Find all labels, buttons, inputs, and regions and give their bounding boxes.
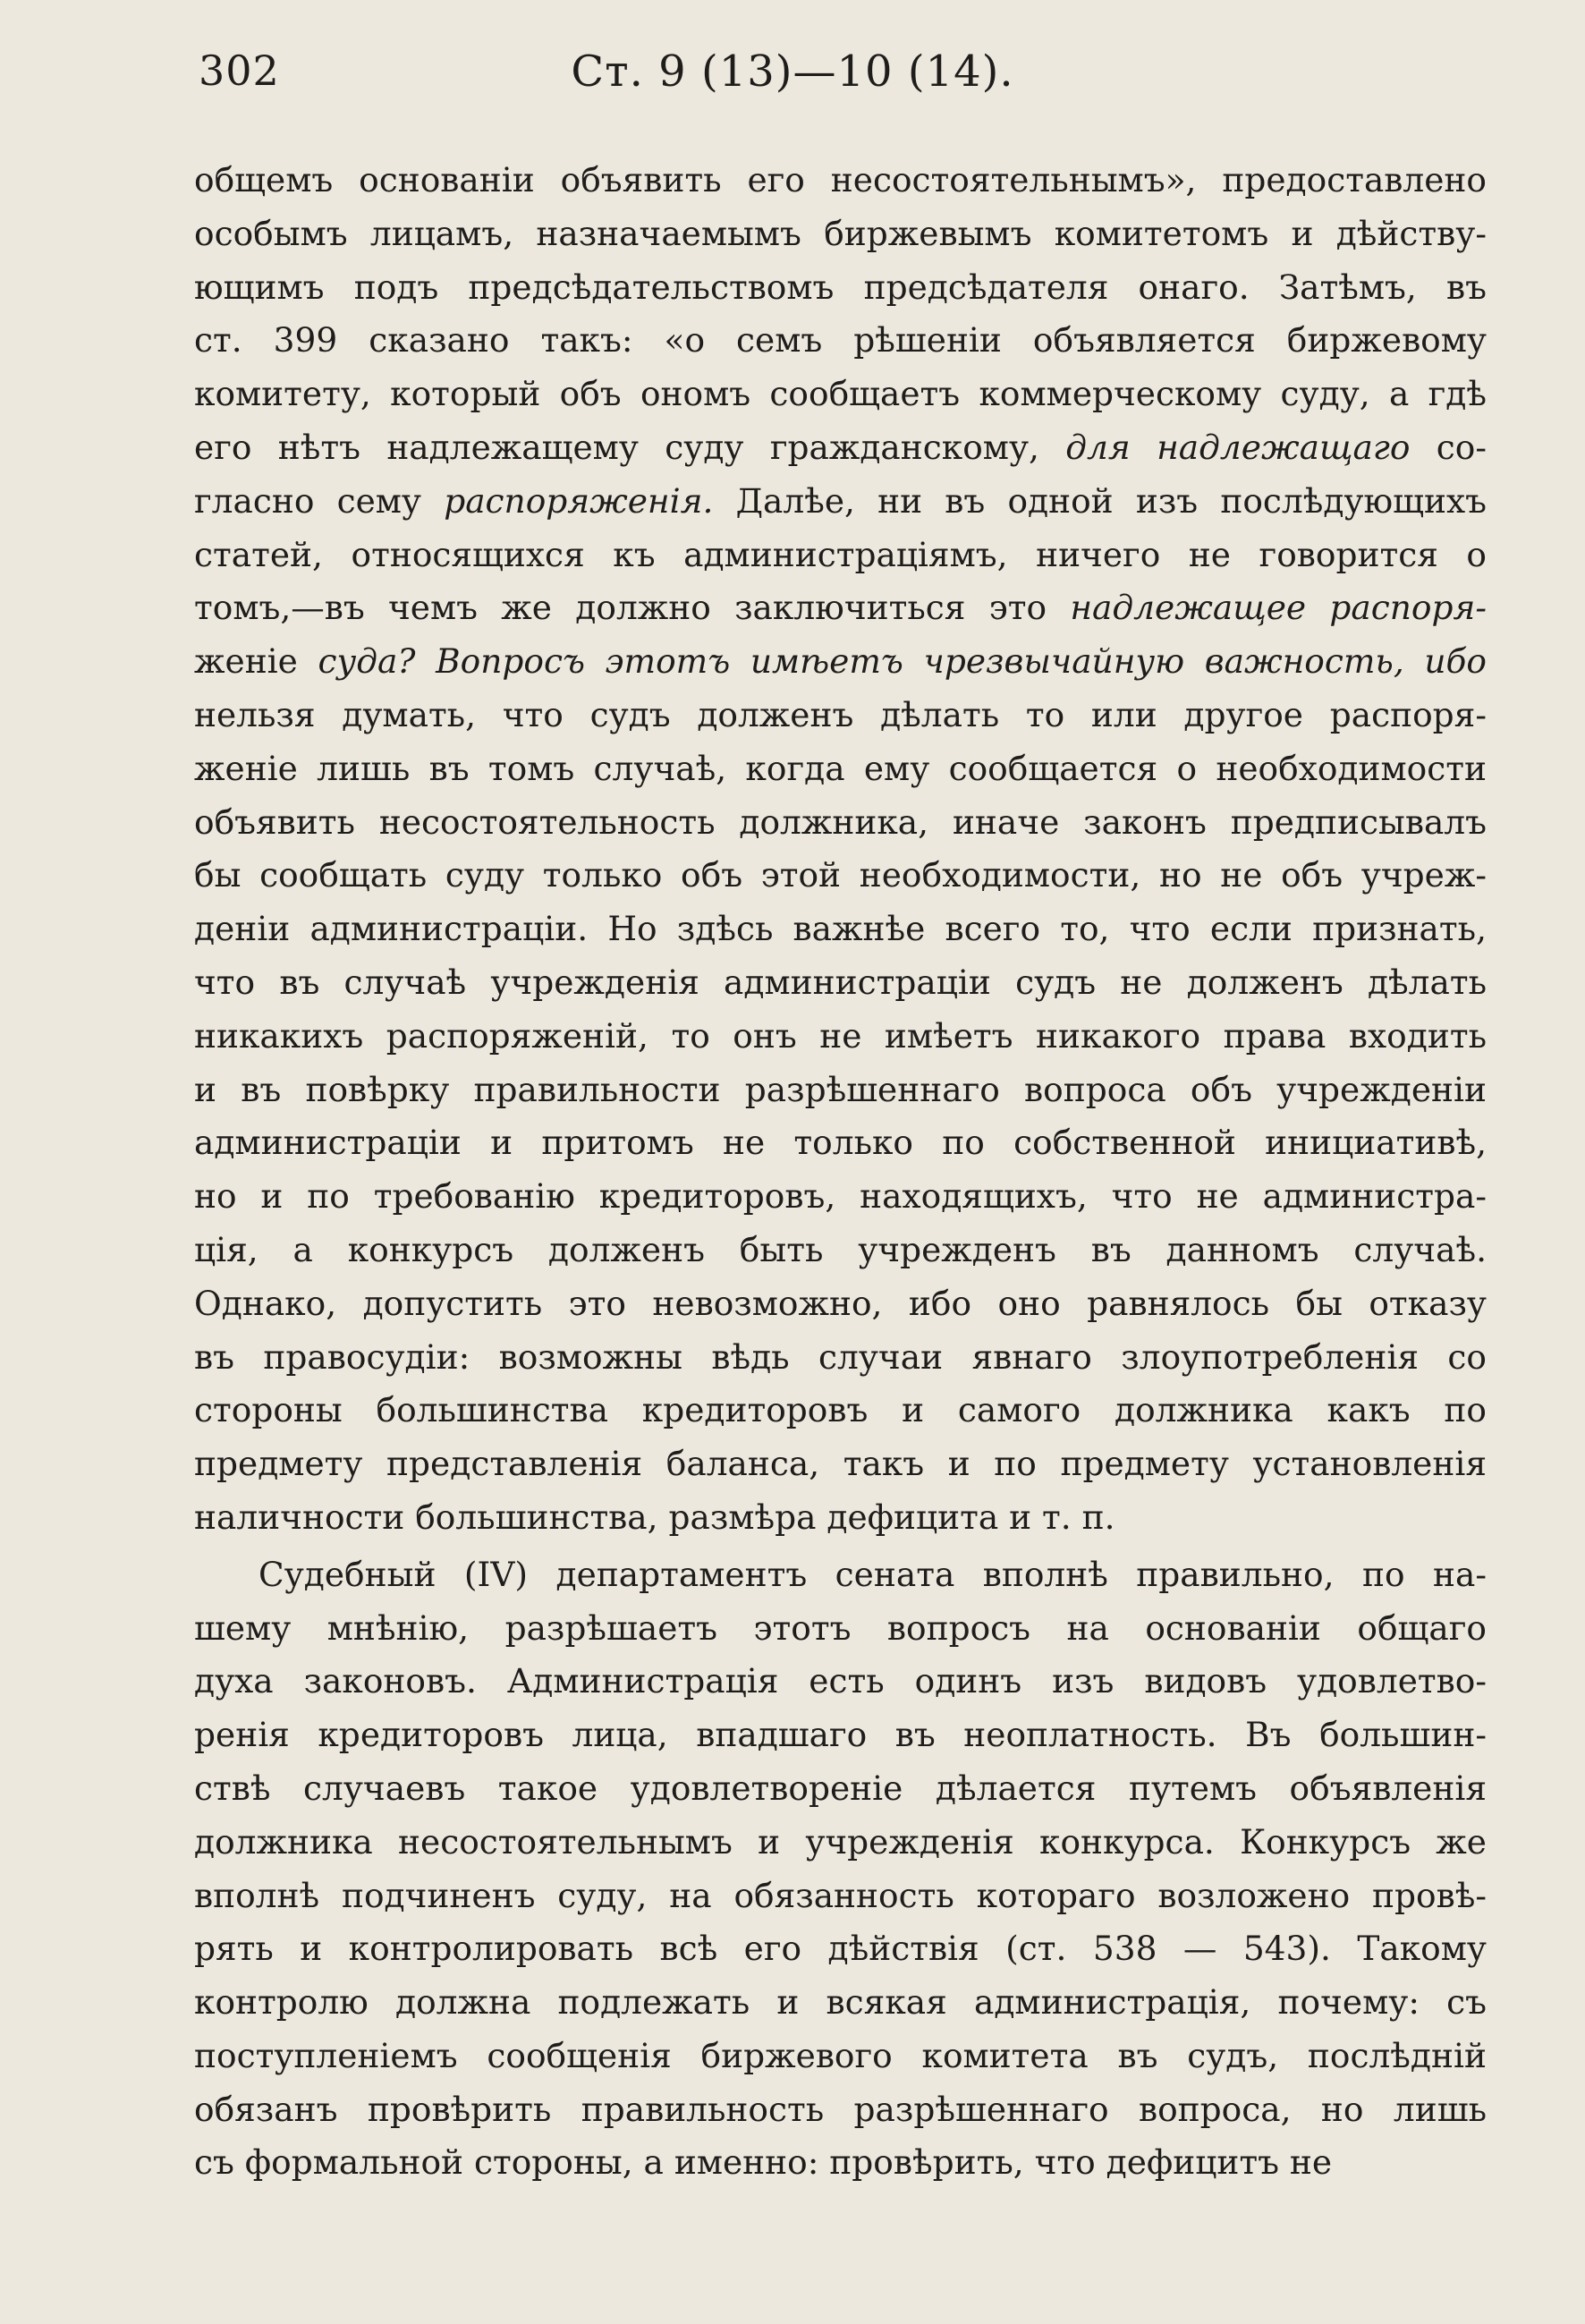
paragraph bbox=[194, 154, 1487, 1545]
italic-segment: суда? Вопросъ этотъ имѣетъ чрезвычайную важность, ибо bbox=[297, 641, 1487, 682]
text-segment: гласно сему bbox=[194, 480, 445, 521]
text-line bbox=[194, 689, 1487, 742]
text-segment: наличности большинства, размѣра дефицита и т. п. bbox=[194, 1497, 1115, 1537]
text-segment: женіе bbox=[194, 641, 298, 682]
text-segment: должника несостоятельнымъ и учрежденія конкурса. Конкурсъ же bbox=[194, 1821, 1487, 1862]
body-text bbox=[194, 154, 1487, 2190]
text-line bbox=[194, 1116, 1487, 1170]
text-segment: ренія кредиторовъ лица, впадшаго въ неоплатность. Въ большин- bbox=[194, 1715, 1487, 1755]
text-segment: но и по требованію кредиторовъ, находящихъ, что не администра- bbox=[194, 1176, 1487, 1217]
text-line bbox=[194, 742, 1487, 796]
text-line bbox=[194, 1762, 1487, 1816]
text-line bbox=[194, 1870, 1487, 1923]
text-segment: ствѣ случаевъ такое удовлетвореніе дѣлается путемъ объявленія bbox=[194, 1768, 1487, 1808]
text-line bbox=[194, 849, 1487, 903]
text-line bbox=[194, 1655, 1487, 1709]
text-line bbox=[194, 2136, 1487, 2190]
text-line bbox=[194, 368, 1487, 421]
text-segment: Однако, допустить это невозможно, ибо оно равнялось бы отказу bbox=[194, 1283, 1487, 1323]
text-line bbox=[194, 1224, 1487, 1277]
text-line bbox=[194, 475, 1487, 529]
text-segment: обязанъ провѣрить правильность разрѣшеннаго вопроса, но лишь bbox=[194, 2089, 1487, 2129]
running-title: Ст. 9 (13)—10 (14). bbox=[571, 47, 1014, 97]
text-segment: стороны большинства кредиторовъ и самого должника какъ по bbox=[194, 1390, 1487, 1430]
text-line bbox=[194, 1709, 1487, 1762]
paragraph bbox=[194, 1548, 1487, 2191]
text-segment: деніи администраціи. Но здѣсь важнѣе всего то, что если признать, bbox=[194, 909, 1487, 949]
text-segment: въ правосудіи: возможны вѣдь случаи явнаго злоупотребленія со bbox=[194, 1336, 1487, 1377]
text-line bbox=[194, 1438, 1487, 1491]
text-line bbox=[194, 154, 1487, 208]
text-segment: рять и контролировать всѣ его дѣйствія (ст. 538 — 543). Такому bbox=[194, 1929, 1487, 1969]
text-line bbox=[194, 1976, 1487, 2030]
text-line bbox=[194, 2030, 1487, 2083]
text-segment: что въ случаѣ учрежденія администраціи судъ не долженъ дѣлать bbox=[194, 962, 1487, 1002]
page-number: 302 bbox=[199, 47, 280, 95]
text-line bbox=[194, 421, 1487, 475]
text-line bbox=[194, 581, 1487, 635]
text-line bbox=[194, 1384, 1487, 1438]
text-segment: поступленіемъ сообщенія биржевого комитета въ судъ, послѣдній bbox=[194, 2035, 1487, 2075]
text-line bbox=[194, 1491, 1487, 1545]
text-segment: его нѣтъ надлежащему суду гражданскому, bbox=[194, 427, 1066, 467]
text-line bbox=[194, 1277, 1487, 1331]
text-segment: бы сообщать суду только объ этой необходимости, но не объ учреж- bbox=[194, 855, 1487, 895]
text-segment: общемъ основаніи объявить его несостоятельнымъ», предоставлено bbox=[194, 160, 1487, 199]
text-line bbox=[194, 1064, 1487, 1117]
text-segment: никакихъ распоряженій, то онъ не имѣетъ никакого права входить bbox=[194, 1015, 1487, 1056]
text-segment: объявить несостоятельность должника, иначе законъ предписывалъ bbox=[194, 802, 1487, 842]
text-line bbox=[194, 1816, 1487, 1870]
text-line bbox=[194, 529, 1487, 582]
text-segment: вполнѣ подчиненъ суду, на обязанность котораго возложено провѣ- bbox=[194, 1875, 1487, 1915]
text-segment: Далѣе, ни въ одной изъ послѣдующихъ bbox=[713, 480, 1487, 521]
text-line bbox=[194, 1331, 1487, 1385]
text-line bbox=[194, 261, 1487, 315]
text-segment: контролю должна подлежать и всякая администрація, почему: съ bbox=[194, 1982, 1487, 2023]
text-line bbox=[194, 635, 1487, 689]
text-line bbox=[194, 1010, 1487, 1064]
text-segment: нельзя думать, что судъ долженъ дѣлать то или другое распоря- bbox=[194, 694, 1487, 734]
text-segment: особымъ лицамъ, назначаемымъ биржевымъ комитетомъ и дѣйству- bbox=[194, 213, 1487, 253]
text-segment: комитету, который объ ономъ сообщаетъ коммерческому суду, а гдѣ bbox=[194, 374, 1487, 414]
text-segment: шему мнѣнію, разрѣшаетъ этотъ вопросъ на основаніи общаго bbox=[194, 1607, 1487, 1648]
text-line bbox=[194, 796, 1487, 850]
italic-segment: надлежащее распоря- bbox=[1070, 588, 1488, 628]
text-segment: ющимъ подъ предсѣдательствомъ предсѣдателя онаго. Затѣмъ, въ bbox=[194, 267, 1487, 307]
text-segment: томъ,—въ чемъ же должно заключиться это bbox=[194, 588, 1071, 628]
italic-segment: для надлежащаго bbox=[1065, 427, 1411, 467]
text-segment: съ формальной стороны, а именно: провѣрить, что дефицитъ не bbox=[194, 2142, 1333, 2183]
text-line bbox=[194, 1170, 1487, 1224]
text-segment: духа законовъ. Администрація есть одинъ изъ видовъ удовлетво- bbox=[194, 1661, 1487, 1701]
text-line bbox=[194, 1602, 1487, 1656]
text-segment: женіе лишь въ томъ случаѣ, когда ему сообщается о необходимости bbox=[194, 748, 1487, 788]
text-segment: Судебный (IV) департаментъ сената вполнѣ правильно, по на- bbox=[259, 1554, 1487, 1594]
text-segment: и въ повѣрку правильности разрѣшеннаго вопроса объ учрежденіи bbox=[194, 1069, 1487, 1109]
text-line bbox=[194, 2083, 1487, 2137]
italic-segment: распоряженія. bbox=[444, 480, 714, 521]
text-line bbox=[194, 208, 1487, 261]
text-segment: предмету представленія баланса, такъ и по предмету установленія bbox=[194, 1444, 1487, 1484]
paragraphs bbox=[194, 154, 1487, 2190]
text-segment: ція, а конкурсъ долженъ быть учрежденъ въ данномъ случаѣ. bbox=[194, 1229, 1487, 1269]
text-line bbox=[194, 956, 1487, 1010]
text-line bbox=[194, 1548, 1487, 1602]
text-line bbox=[194, 903, 1487, 956]
text-line bbox=[194, 1922, 1487, 1976]
text-line bbox=[194, 314, 1487, 368]
page-header bbox=[0, 47, 1585, 109]
text-segment: ст. 399 сказано такъ: «о семъ рѣшеніи объявляется биржевому bbox=[194, 320, 1487, 360]
text-segment: статей, относящихся къ администраціямъ, ничего не говорится о bbox=[194, 534, 1487, 574]
text-segment: администраціи и притомъ не только по собственной инициативѣ, bbox=[194, 1123, 1487, 1163]
text-segment: со- bbox=[1410, 427, 1487, 467]
